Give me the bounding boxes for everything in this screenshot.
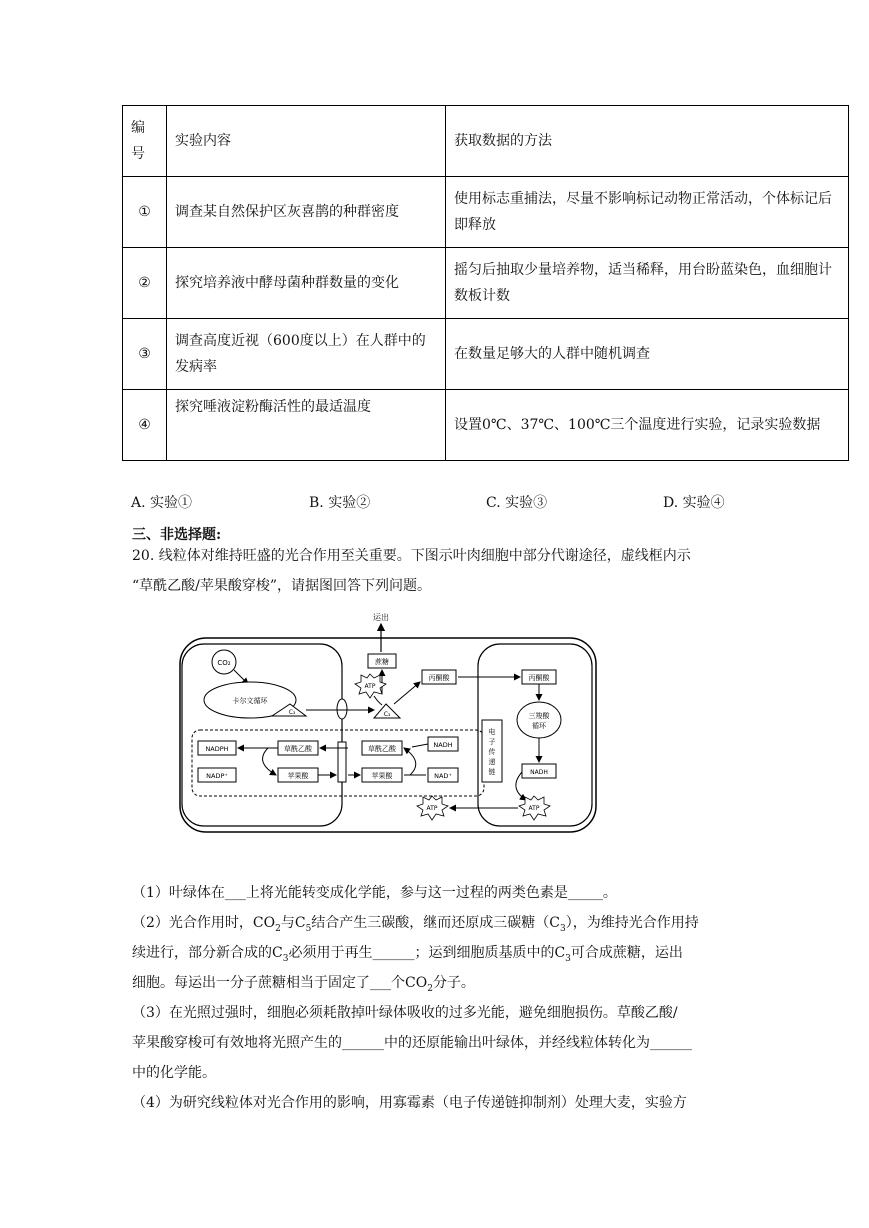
export-label: 运出	[373, 613, 389, 622]
header-number	[123, 106, 167, 177]
choice-a[interactable]: A. 实验①	[131, 495, 193, 511]
etc-char: 子	[488, 738, 496, 746]
row-method: 在数量足够大的人群中随机调查	[446, 319, 849, 390]
c3-label: C₃	[288, 709, 296, 716]
metabolism-diagram	[178, 612, 600, 834]
subscript: 3	[560, 923, 566, 934]
sub-question-1: （1）叶绿体在___上将光能转变成化学能，参与这一过程的两类色素是_____。	[132, 885, 617, 901]
atp-label-3: ATP	[426, 805, 438, 812]
q2-text: 可合成蔗糖，运出	[570, 945, 683, 961]
table-row	[123, 248, 849, 319]
q2-text: 必须用于再生______；运到细胞质基质中的C	[288, 945, 566, 961]
table-row	[123, 390, 849, 461]
row-number: ④	[123, 390, 167, 461]
nadp-label: NADP⁺	[206, 772, 228, 780]
q2-text: 续进行，部分新合成的C	[132, 945, 283, 961]
nadh-label-mito: NADH	[530, 769, 548, 776]
row-number: ①	[123, 177, 167, 248]
oaa-label-2: 草酰乙酸	[368, 745, 396, 753]
malate-label-1: 苹果酸	[287, 772, 309, 780]
sub-question-4: （4）为研究线粒体对光合作用的影响，用寡霉素（电子传递链抑制剂）处理大麦，实验方	[132, 1095, 687, 1111]
subscript: 2	[427, 983, 433, 994]
table-row	[123, 177, 849, 248]
calvin-cycle-label: 卡尔文循环	[232, 697, 268, 705]
row-content: 探究培养液中酵母菌种群数量的变化	[167, 248, 446, 319]
subscript: 2	[275, 923, 281, 934]
table-header-row	[123, 106, 849, 177]
tca-label-2: 循环	[532, 722, 546, 730]
header-number-text: 编号	[131, 120, 145, 162]
atp-label-1: ATP	[364, 683, 376, 690]
question-line-2: “草酰乙酸/苹果酸穿梭”，请据图回答下列问题。	[132, 578, 432, 594]
co2-label: CO₂	[217, 659, 231, 667]
pyruvate-label-1: 丙酮酸	[428, 674, 450, 682]
experiment-table	[122, 105, 849, 461]
q2-text: 与C	[280, 915, 306, 931]
cytosol-c3-label: C₃	[383, 711, 391, 718]
header-method: 获取数据的方法	[446, 106, 849, 177]
pyruvate-label-2: 丙酮酸	[528, 674, 550, 682]
chloroplast-outline	[182, 644, 342, 826]
q2-text: 细胞。每运出一分子蔗糖相当于固定了___个CO	[132, 975, 428, 991]
row-number: ②	[123, 248, 167, 319]
nadh-label-cyto: NADH	[433, 741, 453, 749]
sub-question-3-line-1: （3）在光照过强时，细胞必须耗散掉叶绿体吸收的过多光能，避免细胞损伤。草酸乙酸/	[132, 1005, 678, 1021]
atp-label-2: ATP	[528, 805, 540, 812]
tca-label-1: 三羧酸	[528, 712, 550, 720]
malate-label-2: 苹果酸	[371, 772, 393, 780]
sucrose-label: 蔗糖	[375, 658, 389, 666]
question-line-1: 20. 线粒体对维持旺盛的光合作用至关重要。下图示叶肉细胞中部分代谢途径，虚线框内示	[132, 548, 691, 564]
row-content: 调查某自然保护区灰喜鹊的种群密度	[167, 177, 446, 248]
choice-b[interactable]: B. 实验②	[309, 495, 371, 511]
choice-c[interactable]: C. 实验③	[486, 495, 548, 511]
q2-text: 结合产生三碳酸，继而还原成三碳糖（C	[311, 915, 561, 931]
section-title: 三、非选择题:	[132, 527, 222, 543]
row-method: 使用标志重捕法，尽量不影响标记动物正常活动，个体标记后即释放	[446, 177, 849, 248]
q2-text: ），为维持光合作用持	[565, 915, 699, 931]
q2-text: 分子。	[432, 975, 475, 991]
sub-question-3-line-3: 中的化学能。	[132, 1065, 216, 1081]
subscript: 3	[565, 953, 571, 964]
table-row	[123, 319, 849, 390]
nadph-label: NADPH	[205, 745, 229, 753]
etc-char: 电	[488, 728, 496, 736]
choice-d[interactable]: D. 实验④	[663, 495, 725, 511]
etc-char: 递	[488, 758, 496, 766]
sub-question-3-line-2: 苹果酸穿梭可有效地将光照产生的______中的还原能输出叶绿体，并经线粒体转化为______	[132, 1035, 692, 1051]
etc-char: 链	[488, 768, 496, 776]
nad-label: NAD⁺	[434, 772, 452, 780]
row-method: 设置0℃、37℃、100℃三个温度进行实验，记录实验数据	[446, 390, 849, 461]
row-method: 摇匀后抽取少量培养物，适当稀释，用台盼蓝染色，血细胞计数板计数	[446, 248, 849, 319]
subscript: 5	[305, 923, 312, 934]
header-content: 实验内容	[167, 106, 446, 177]
subscript: 3	[282, 953, 289, 964]
row-content: 调查高度近视（600度以上）在人群中的发病率	[167, 319, 446, 390]
oaa-label-1: 草酰乙酸	[284, 745, 312, 753]
row-number: ③	[123, 319, 167, 390]
row-content: 探究唾液淀粉酶活性的最适温度	[167, 390, 446, 461]
etc-char: 传	[488, 748, 496, 756]
q2-text: （2）光合作用时，CO	[132, 915, 276, 931]
